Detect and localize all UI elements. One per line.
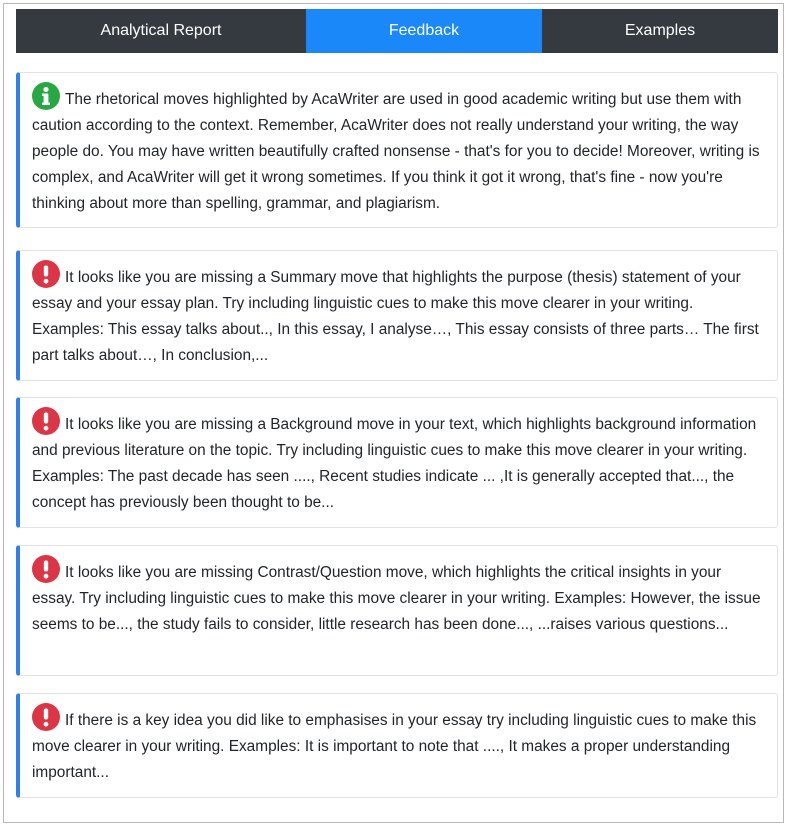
tab-examples[interactable]: Examples <box>624 22 696 39</box>
feedback-card-contrast <box>16 545 778 676</box>
tab-analytical-report[interactable]: Analytical Report <box>100 22 222 39</box>
feedback-card-background <box>16 397 778 528</box>
feedback-text: It looks like you are missing Contrast/Question move, which highlights the critical insights in your essay. Try including linguistic cues to make this move clearer in your writing. Examples: However, the issue seems to be..., the study fails to consider, little research has been done..., ...raises various questions... <box>32 564 761 633</box>
feedback-card-emphasis <box>16 693 778 798</box>
tab-bar <box>16 9 778 53</box>
exclamation-circle-icon <box>32 407 60 435</box>
feedback-card-summary <box>16 250 778 381</box>
feedback-text: If there is a key idea you did like to emphasises in your essay try including linguistic cues to make this move clearer in your writing. Examples: It is important to note that ...., It makes a proper understanding important... <box>32 712 757 781</box>
feedback-text: It looks like you are missing a Summary move that highlights the purpose (thesis) statement of your essay and your essay plan. Try including linguistic cues to make this move clearer in your writing. Examples: This essay talks about.., In this essay, I analyse…, This essay consists of three parts… The first part talks about…, In conclusion,... <box>32 269 759 364</box>
tab-feedback[interactable]: Feedback <box>306 9 542 53</box>
feedback-text: It looks like you are missing a Background move in your text, which highlights background information and previous literature on the topic. Try including linguistic cues to make this move clearer in your writing. Examples: The past decade has seen ...., Recent studies indicate ... ,It is generally accepted that..., the concept has previously been thought to be... <box>32 416 757 511</box>
info-circle-icon <box>32 82 60 110</box>
feedback-panel <box>3 3 784 823</box>
exclamation-circle-icon <box>32 555 60 583</box>
exclamation-circle-icon <box>32 703 60 731</box>
feedback-card-info <box>16 72 778 228</box>
exclamation-circle-icon <box>32 260 60 288</box>
feedback-text: The rhetorical moves highlighted by AcaWriter are used in good academic writing but use them with caution according to the context. Remember, AcaWriter does not really understand your writing, the way people do. You may have written beautifully crafted nonsense - that's for you to decide! Moreover, writing is complex, and AcaWriter will get it wrong sometimes. If you think it got it wrong, that's fine - now you're thinking about more than spelling, grammar, and plagiarism. <box>32 91 760 212</box>
